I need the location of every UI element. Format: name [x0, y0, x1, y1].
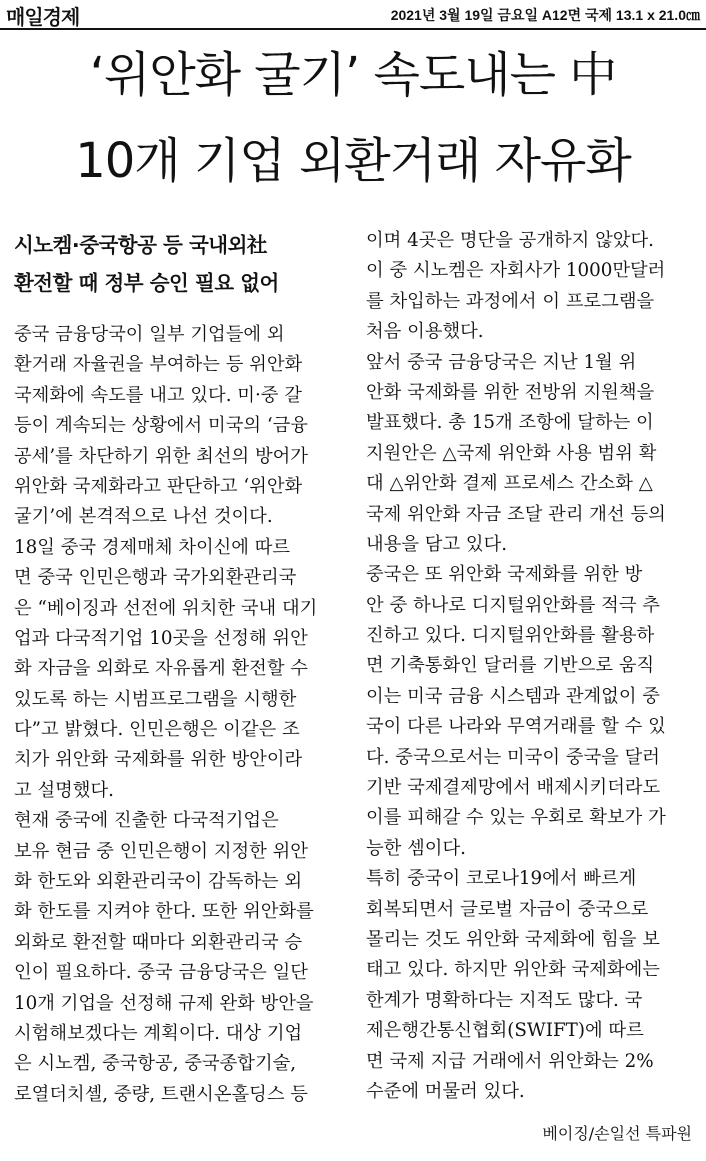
subheadline-line-2: 환전할 때 정부 승인 필요 없어	[14, 271, 279, 295]
body-line: 있도록 하는 시범프로그램을 시행한	[14, 688, 297, 710]
byline: 베이징/손일선 특파원	[542, 1124, 692, 1143]
body-line: 인이 필요하다. 중국 금융당국은 일단	[14, 962, 308, 984]
body-line: 안 중 하나로 디지털위안화를 적극 추	[366, 594, 660, 616]
body-line: 처음 이용했다.	[366, 321, 484, 343]
body-line: 몰리는 것도 위안화 국제화에 힘을 보	[366, 928, 660, 950]
body-line: 이며 4곳은 명단을 공개하지 않았다.	[366, 230, 654, 251]
body-line: 제은행간통신협회(SWIFT)에 따르	[366, 1020, 644, 1042]
body-line: 다”고 밝혔다. 인민은행은 이같은 조	[14, 719, 300, 741]
body-line: 한계가 명확하다는 지적도 많다. 국	[366, 989, 643, 1011]
body-line: 등이 계속되는 상황에서 미국의 ‘금융	[14, 415, 308, 437]
masthead-bar	[0, 0, 706, 30]
body-line: 18일 중국 경제매체 차이신에 따르	[14, 536, 291, 558]
newspaper-logo: 매일경제	[6, 5, 80, 29]
body-line: 면 기축통화인 달러를 기반으로 움직	[366, 655, 655, 677]
body-line: 대 △위안화 결제 프로세스 간소화 △	[366, 473, 653, 495]
body-line: 면 국제 지급 거래에서 위안화는 2%	[366, 1050, 654, 1072]
headline-line-1: ‘위안화 굴기’ 속도내는 中	[89, 47, 617, 103]
body-line: 치가 위안화 국제화를 위한 방안이라	[14, 749, 303, 771]
body-line: 회복되면서 글로벌 자금이 중국으로	[366, 898, 649, 920]
body-line: 위안화 국제화라고 판단하고 ‘위안화	[14, 475, 303, 497]
body-line: 지원안은 △국제 위안화 사용 범위 확	[366, 442, 657, 464]
body-line: 내용을 담고 있다.	[366, 533, 508, 555]
body-line: 10개 기업을 선정해 규제 완화 방안을	[14, 992, 314, 1014]
body-line: 업과 다국적기업 10곳을 선정해 위안	[14, 627, 308, 649]
body-line: 중국 금융당국이 일부 기업들에 외	[14, 324, 285, 345]
body-line: 시험해보겠다는 계획이다. 대상 기업	[14, 1022, 303, 1044]
article-column-left	[14, 226, 344, 1110]
subheadline-gap	[14, 302, 344, 320]
body-line: 로열더치셸, 중량, 트랜시온홀딩스 등	[14, 1083, 308, 1105]
body-line: 를 차입하는 과정에서 이 프로그램을	[366, 290, 655, 312]
body-line: 고 설명했다.	[14, 779, 114, 801]
publication-info: 2021년 3월 19일 금요일 A12면 국제 13.1 x 21.0㎝	[390, 7, 700, 23]
body-line: 국제화에 속도를 내고 있다. 미·중 갈	[14, 384, 302, 406]
body-line: 환거래 자율권을 부여하는 등 위안화	[14, 354, 303, 376]
body-line: 태고 있다. 하지만 위안화 국제화에는	[366, 959, 660, 981]
article-body-right	[366, 226, 694, 1107]
body-line: 특히 중국이 코로나19에서 빠르게	[366, 868, 637, 890]
body-line: 다. 중국으로서는 미국이 중국을 달러	[366, 746, 660, 768]
body-line: 화 한도를 지켜야 한다. 또한 위안화를	[14, 901, 314, 923]
body-line: 발표했다. 총 15개 조항에 달하는 이	[366, 412, 654, 434]
headline-line-2: 10개 기업 외환거래 자유화	[75, 133, 631, 189]
body-line: 안화 국제화를 위한 전방위 지원책을	[366, 381, 655, 403]
body-line: 능한 셈이다.	[366, 837, 466, 859]
body-line: 이는 미국 금융 시스템과 관계없이 중	[366, 685, 660, 707]
body-line: 화 자금을 외화로 자유롭게 환전할 수	[14, 658, 308, 680]
body-line: 수준에 머물러 있다.	[366, 1080, 525, 1102]
subheadline-line-1: 시노켐·중국항공 등 국내외社	[14, 233, 267, 257]
body-line: 면 중국 인민은행과 국가외환관리국	[14, 567, 297, 589]
body-line: 은 “베이징과 선전에 위치한 국내 대기	[14, 597, 318, 619]
body-line: 공세’를 차단하기 위한 최선의 방어가	[14, 445, 308, 467]
body-line: 외화로 환전할 때마다 외환관리국 승	[14, 931, 303, 953]
body-line: 보유 현금 중 인민은행이 지정한 위안	[14, 840, 308, 862]
body-line: 이를 피해갈 수 있는 우회로 확보가 가	[366, 807, 666, 829]
body-line: 기반 국제결제망에서 배제시키더라도	[366, 777, 661, 799]
body-line: 화 한도와 외환관리국이 감독하는 외	[14, 871, 303, 893]
article-column-right	[366, 226, 694, 1107]
body-line: 굴기’에 본격적으로 나선 것이다.	[14, 506, 273, 528]
article-body-left	[14, 320, 344, 1110]
body-line: 이 중 시노켐은 자회사가 1000만달러	[366, 260, 666, 282]
body-line: 현재 중국에 진출한 다국적기업은	[14, 810, 279, 832]
body-line: 은 시노켐, 중국항공, 중국종합기술,	[14, 1053, 297, 1075]
body-line: 진하고 있다. 디지털위안화를 활용하	[366, 625, 655, 647]
body-line: 국이 다른 나라와 무역거래를 할 수 있	[366, 716, 666, 738]
body-line: 중국은 또 위안화 국제화를 위한 방	[366, 564, 643, 586]
body-line: 국제 위안화 자금 조달 관리 개선 등의	[366, 503, 666, 525]
body-line: 앞서 중국 금융당국은 지난 1월 위	[366, 351, 637, 373]
